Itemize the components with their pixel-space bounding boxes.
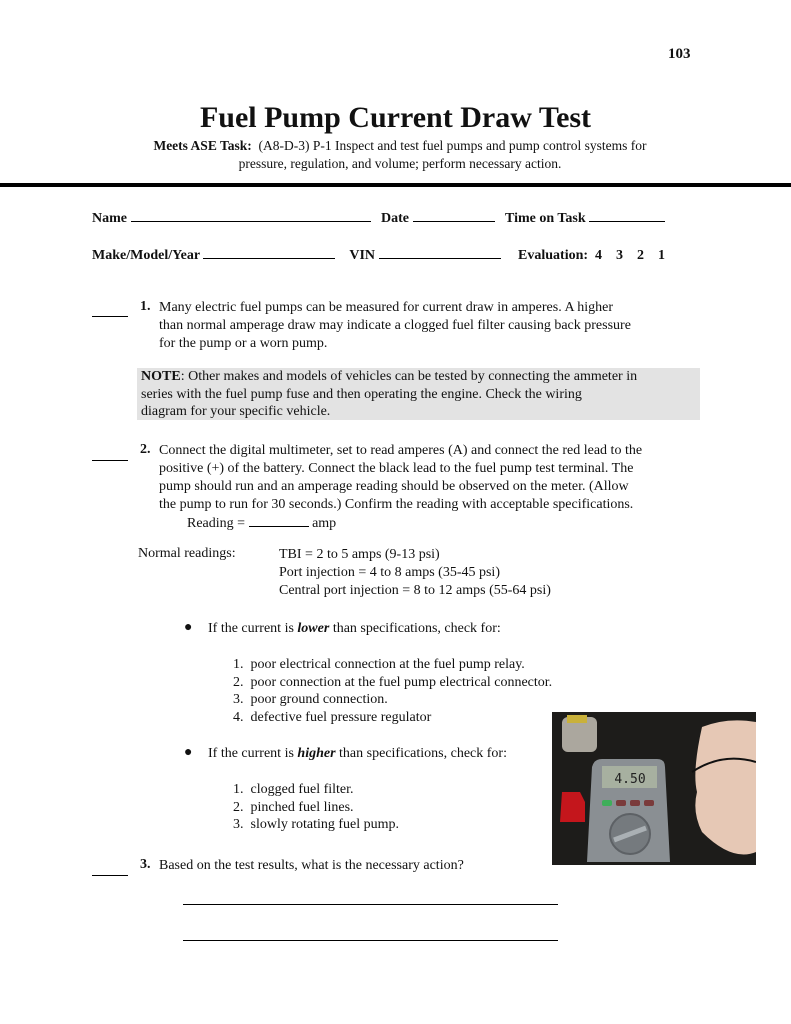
higher-cause: 3. slowly rotating fuel pump. [233, 817, 400, 832]
higher-heading [208, 746, 507, 762]
vin-label: VIN [349, 248, 376, 263]
eval-4[interactable]: 4 [595, 248, 603, 263]
make-model-year-field[interactable] [203, 244, 335, 259]
reading-row [187, 512, 336, 532]
normal-readings-list [279, 546, 551, 600]
step-2-line: pump should run and an amperage reading should be observed on the meter. (Allow [159, 479, 629, 494]
higher-em: higher [297, 746, 336, 761]
step-1-line: than normal amperage draw may indicate a clogged fuel filter causing back pressure [159, 318, 631, 333]
info-row-2 [92, 244, 665, 264]
name-label: Name [92, 211, 127, 226]
answer-line[interactable] [183, 904, 558, 905]
time-label: Time on Task [505, 211, 586, 226]
step-2-line: Connect the digital multimeter, set to read amperes (A) and connect the red lead to the [159, 443, 643, 458]
make-model-year-label: Make/Model/Year [92, 248, 200, 263]
lower-post: than specifications, check for: [329, 621, 501, 636]
step-1-check[interactable] [92, 302, 128, 317]
eval-3[interactable]: 3 [616, 248, 624, 263]
higher-causes [233, 781, 399, 834]
step-2-text [159, 442, 642, 514]
bullet-icon: ● [184, 620, 193, 635]
multimeter-photo [552, 712, 756, 865]
lower-cause: 1. poor electrical connection at the fuel pump relay. [233, 657, 525, 672]
page-number: 103 [668, 46, 691, 62]
meter-display: 4.50 [614, 772, 646, 787]
normal-reading: TBI = 2 to 5 amps (9-13 psi) [279, 547, 440, 562]
time-field[interactable] [589, 207, 665, 222]
normal-reading: Central port injection = 8 to 12 amps (55-64 psi) [279, 583, 551, 598]
vin-field[interactable] [379, 244, 501, 259]
step-2-check[interactable] [92, 446, 128, 461]
step-1-line: for the pump or a worn pump. [159, 336, 328, 351]
ase-task [100, 137, 700, 173]
normal-reading: Port injection = 4 to 8 amps (35-45 psi) [279, 565, 500, 580]
lower-em: lower [297, 621, 330, 636]
lower-cause: 4. defective fuel pressure regulator [233, 709, 432, 725]
higher-cause: 1. clogged fuel filter. [233, 782, 354, 797]
note-line: diagram for your specific vehicle. [141, 404, 331, 419]
higher-cause: 2. pinched fuel lines. [233, 799, 354, 815]
note-line: : Other makes and models of vehicles can be tested by connecting the ammeter in [180, 369, 638, 384]
note-label: NOTE [141, 369, 181, 384]
eval-2[interactable]: 2 [637, 248, 645, 263]
note-line: series with the fuel pump fuse and then operating the engine. Check the wiring [141, 386, 582, 402]
evaluation-label: Evaluation: [518, 248, 589, 263]
lower-cause: 2. poor connection at the fuel pump electrical connector. [233, 674, 553, 690]
lower-cause: 3. poor ground connection. [233, 692, 388, 707]
header-rule [0, 183, 791, 187]
lower-heading [208, 621, 501, 637]
reading-unit: amp [312, 516, 337, 531]
step-2-line: positive (+) of the battery. Connect the black lead to the fuel pump test terminal. The [159, 461, 634, 476]
step-3-text: Based on the test results, what is the necessary action? [159, 858, 464, 873]
date-label: Date [381, 211, 409, 226]
page-title: Fuel Pump Current Draw Test [199, 101, 592, 134]
reading-field[interactable] [249, 512, 309, 527]
eval-1[interactable]: 1 [658, 248, 666, 263]
info-row-1 [92, 207, 665, 227]
step-2-number: 2. [140, 442, 151, 457]
lower-pre: If the current is [208, 621, 298, 636]
task-text-1: (A8-D-3) P-1 Inspect and test fuel pumps and pump control systems for [258, 138, 647, 153]
lower-causes [233, 656, 552, 726]
step-1-line: Many electric fuel pumps can be measured for current draw in amperes. A higher [159, 300, 614, 315]
step-1-text [159, 299, 631, 353]
higher-pre: If the current is [208, 746, 298, 761]
note-box [137, 368, 700, 420]
step-1-number: 1. [140, 299, 151, 314]
bullet-icon: ● [184, 745, 193, 760]
task-text-2: pressure, regulation, and volume; perform necessary action. [238, 156, 562, 171]
step-3-number: 3. [140, 857, 151, 872]
higher-post: than specifications, check for: [335, 746, 507, 761]
name-field[interactable] [131, 207, 371, 222]
step-2-line: the pump to run for 30 seconds.) Confirm the reading with acceptable specifications. [159, 497, 634, 512]
answer-line[interactable] [183, 940, 558, 941]
step-3-check[interactable] [92, 861, 128, 876]
date-field[interactable] [413, 207, 495, 222]
reading-label: Reading = [187, 516, 246, 531]
task-label: Meets ASE Task: [153, 138, 252, 153]
normal-readings-label: Normal readings: [138, 546, 236, 561]
